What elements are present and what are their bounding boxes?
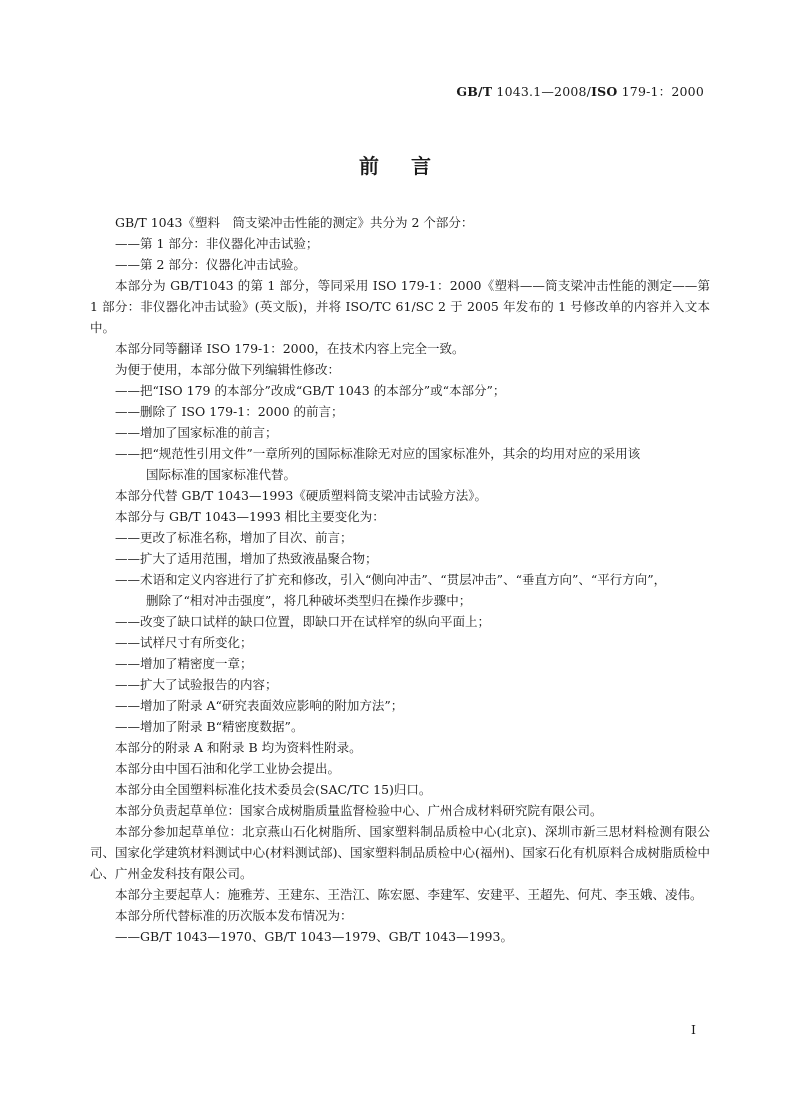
paragraph-parts-intro: GB/T 1043《塑料 筒支梁冲击性能的测定》共分为 2 个部分： — [115, 215, 474, 230]
paragraph-drafters: 本部分主要起草人：施雅芳、王建东、王浩江、陈宏愿、李建军、安建平、王超先、何芃、李玉娥、凌伟。 — [115, 887, 703, 902]
list-item: ——把“规范性引用文件”一章所列的国际标准除无对应的国家标准外，其余的均用对应的采用该 — [115, 446, 641, 461]
list-item: ——扩大了试验报告的内容； — [115, 677, 278, 692]
header-num-a: 1043.1—2008/ — [492, 84, 592, 99]
paragraph-annexes: 本部分的附录 A 和附录 B 均为资料性附录。 — [115, 740, 362, 755]
paragraph-adoption: 本部分为 GB/T1043 的第 1 部分，等同采用 ISO 179-1：2000《塑料——筒支梁冲击性能的测定——第 1 部分：非仪器化冲击试验》(英文版)，并将 ISO/TC 61/SC 2 于 2005 年发布的 1 号修改单的内容并入文本中。 — [90, 278, 710, 335]
paragraph-editorial-intro: 为便于使用，本部分做下列编辑性修改： — [115, 362, 341, 377]
header-std-a: GB/T — [456, 84, 493, 99]
list-item: ——改变了缺口试样的缺口位置，即缺口开在试样窄的纵向平面上； — [115, 614, 491, 629]
title-char-1: 前 — [359, 154, 381, 178]
list-item: ——增加了附录 A“研究表面效应影响的附加方法”； — [115, 698, 404, 713]
standard-number-header — [456, 82, 704, 100]
list-item-continuation: 删除了“相对冲击强度”，将几种破坏类型归在操作步骤中； — [146, 593, 472, 608]
list-item: ——第 1 部分：非仪器化冲击试验； — [115, 236, 319, 251]
list-item: ——增加了精密度一章； — [115, 656, 253, 671]
list-item: ——扩大了适用范围，增加了热致液晶聚合物； — [115, 551, 378, 566]
paragraph-participating-orgs: 本部分参加起草单位：北京燕山石化树脂所、国家塑料制品质检中心(北京)、深圳市新三思材料检测有限公司、国家化学建筑材料测试中心(材料测试部)、国家塑料制品质检中心(福州)、国家石化有机原料合成树脂质检中心、广州金发科技有限公司。 — [90, 824, 710, 881]
list-item: ——把“ISO 179 的本部分”改成“GB/T 1043 的本部分”或“本部分”； — [115, 383, 506, 398]
page-number: I — [691, 1022, 696, 1037]
list-item: ——删除了 ISO 179-1：2000 的前言； — [115, 404, 344, 419]
paragraph-history-intro: 本部分所代替标准的历次版本发布情况为： — [115, 908, 353, 923]
paragraph-drafting-org: 本部分负责起草单位：国家合成树脂质量监督检验中心、广州合成材料研究院有限公司。 — [115, 803, 603, 818]
title-char-2: 言 — [411, 154, 433, 178]
page-title — [0, 150, 792, 179]
list-item: ——GB/T 1043—1970、GB/T 1043—1979、GB/T 1043—1993。 — [115, 929, 513, 944]
paragraph-centralized-by: 本部分由全国塑料标准化技术委员会(SAC/TC 15)归口。 — [115, 782, 432, 797]
list-item-continuation: 国际标准的国家标准代替。 — [146, 467, 297, 482]
paragraph-replaces: 本部分代替 GB/T 1043—1993《硬质塑料筒支梁冲击试验方法》。 — [115, 488, 488, 503]
paragraph-proposed-by: 本部分由中国石油和化学工业协会提出。 — [115, 761, 341, 776]
header-num-b: 179-1：2000 — [617, 84, 704, 99]
list-item: ——更改了标准名称，增加了目次、前言； — [115, 530, 353, 545]
header-std-b: ISO — [591, 84, 618, 99]
list-item: ——增加了附录 B“精密度数据”。 — [115, 719, 304, 734]
list-item: ——第 2 部分：仪器化冲击试验。 — [115, 257, 306, 272]
paragraph-changes-intro: 本部分与 GB/T 1043—1993 相比主要变化为： — [115, 509, 385, 524]
paragraph-translation: 本部分同等翻译 ISO 179-1：2000，在技术内容上完全一致。 — [115, 341, 465, 356]
list-item: ——试样尺寸有所变化； — [115, 635, 253, 650]
foreword-body — [90, 212, 710, 947]
list-item: ——术语和定义内容进行了扩充和修改，引入“侧向冲击”、“贯层冲击”、“垂直方向”、“平行方向”， — [115, 572, 667, 587]
list-item: ——增加了国家标准的前言； — [115, 425, 278, 440]
